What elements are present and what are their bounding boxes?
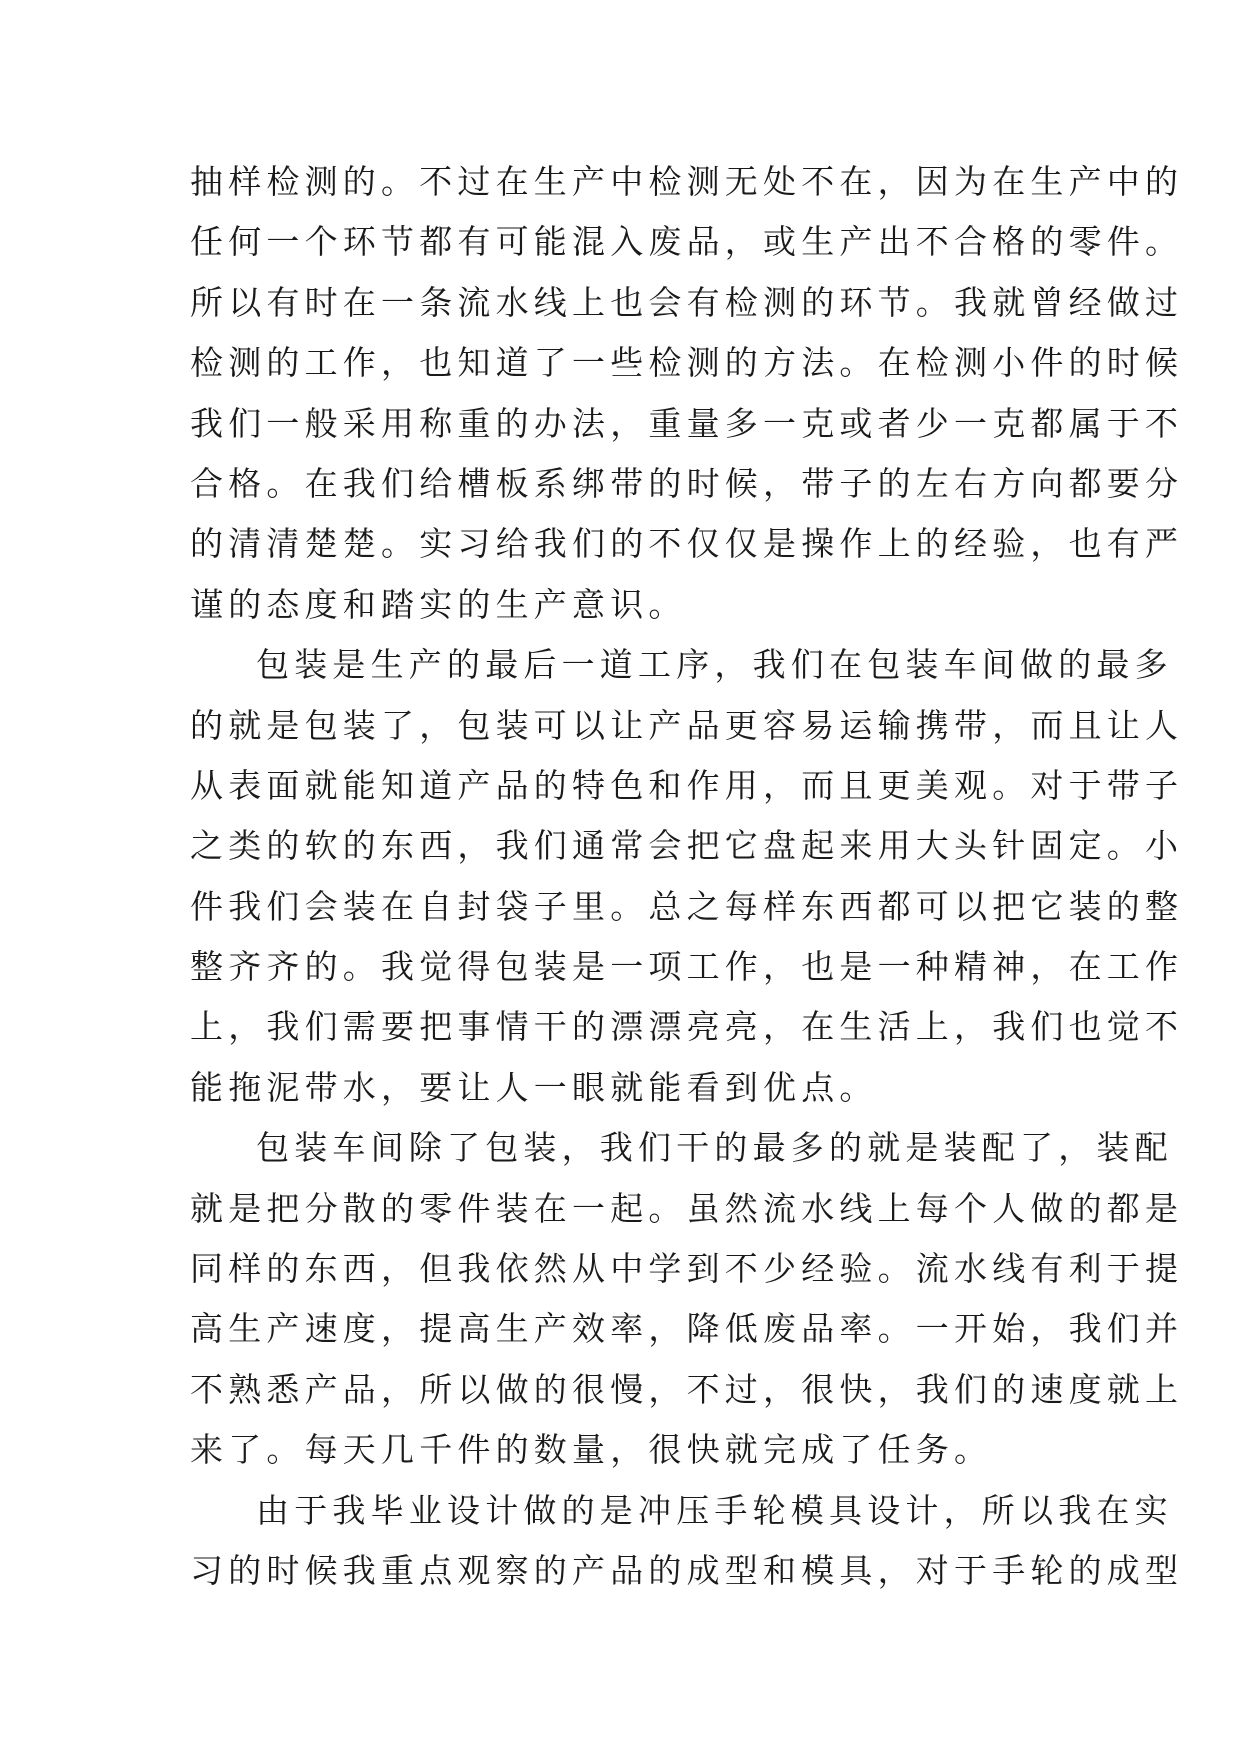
text-line: 包装车间除了包装，我们干的最多的就是装配了，装配 <box>256 1128 1173 1168</box>
text-line: 检测的工作，也知道了一些检测的方法。在检测小件的时候 <box>190 343 1184 383</box>
body-text <box>190 152 1184 1601</box>
text-line: 同样的东西，但我依然从中学到不少经验。流水线有利于提 <box>190 1249 1184 1289</box>
paragraph <box>190 1481 1184 1602</box>
text-line: 的就是包装了，包装可以让产品更容易运输携带，而且让人 <box>190 705 1184 745</box>
text-line: 从表面就能知道产品的特色和作用，而且更美观。对于带子 <box>190 765 1184 805</box>
paragraph <box>190 635 1184 1118</box>
text-line: 所以有时在一条流水线上也会有检测的环节。我就曾经做过 <box>190 282 1184 322</box>
text-line: 由于我毕业设计做的是冲压手轮模具设计，所以我在实 <box>256 1490 1173 1530</box>
text-line: 合格。在我们给槽板系绑带的时候，带子的左右方向都要分 <box>190 463 1184 503</box>
text-line: 来了。每天几千件的数量，很快就完成了任务。 <box>190 1430 993 1470</box>
text-line: 件我们会装在自封袋子里。总之每样东西都可以把它装的整 <box>190 886 1184 926</box>
text-line: 整齐齐的。我觉得包装是一项工作，也是一种精神，在工作 <box>190 947 1184 987</box>
paragraph <box>190 152 1184 635</box>
text-line: 习的时候我重点观察的产品的成型和模具，对于手轮的成型 <box>190 1550 1184 1590</box>
text-line: 的清清楚楚。实习给我们的不仅仅是操作上的经验，也有严 <box>190 524 1184 564</box>
text-line: 就是把分散的零件装在一起。虽然流水线上每个人做的都是 <box>190 1188 1184 1228</box>
text-line: 不熟悉产品，所以做的很慢，不过，很快，我们的速度就上 <box>190 1369 1184 1409</box>
text-line: 任何一个环节都有可能混入废品，或生产出不合格的零件。 <box>190 222 1184 262</box>
text-line: 包装是生产的最后一道工序，我们在包装车间做的最多 <box>256 645 1173 685</box>
text-line: 抽样检测的。不过在生产中检测无处不在，因为在生产中的 <box>190 162 1184 201</box>
text-line: 之类的软的东西，我们通常会把它盘起来用大头针固定。小 <box>190 826 1184 866</box>
text-line: 我们一般采用称重的办法，重量多一克或者少一克都属于不 <box>190 403 1184 443</box>
text-line: 高生产速度，提高生产效率，降低废品率。一开始，我们并 <box>190 1309 1184 1349</box>
text-line: 谨的态度和踏实的生产意识。 <box>190 584 687 624</box>
text-line: 能拖泥带水，要让人一眼就能看到优点。 <box>190 1067 878 1107</box>
paragraph <box>190 1118 1184 1480</box>
text-line: 上，我们需要把事情干的漂漂亮亮，在生活上，我们也觉不 <box>190 1007 1184 1047</box>
